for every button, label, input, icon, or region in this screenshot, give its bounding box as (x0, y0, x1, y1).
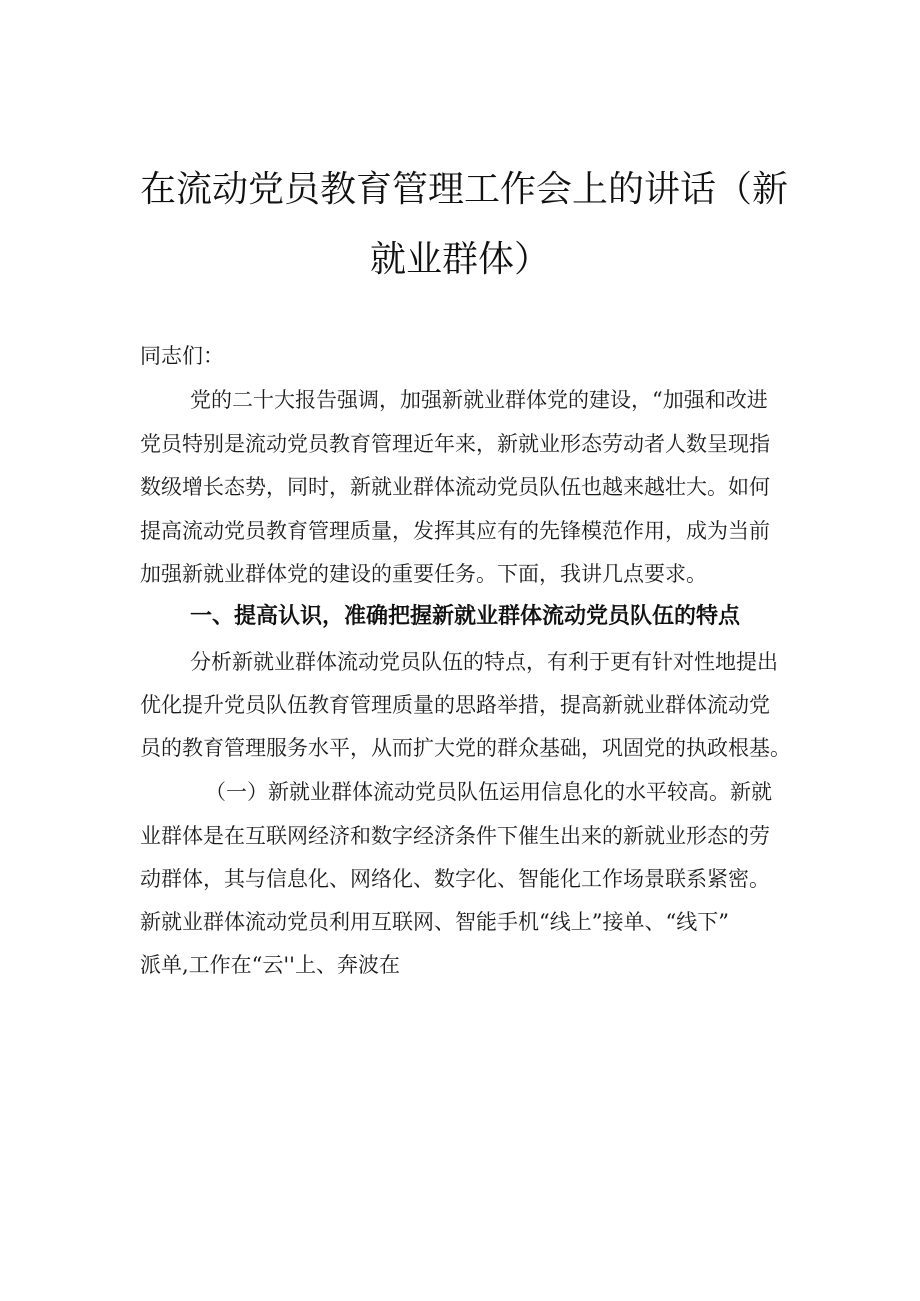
subsection-line: 派单,工作在“云''上、奔波在 (140, 953, 400, 977)
salutation: 同志们： (140, 344, 224, 368)
intro-line: 加强新就业群体党的建设的重要任务。下面，我讲几点要求。 (140, 562, 707, 586)
intro-line: 提高流动党员教育管理质量，发挥其应有的先锋模范作用，成为当前 (140, 519, 770, 543)
document-title-line-1: 在流动党员教育管理工作会上的讲话（新 (140, 169, 789, 210)
section-line: 员的教育管理服务水平，从而扩大党的群众基础，巩固党的执政根基。 (140, 736, 791, 760)
section-line: 分析新就业群体流动党员队伍的特点，有利于更有针对性地提出 (190, 650, 778, 674)
subsection-line: 业群体是在互联网经济和数字经济条件下催生出来的新就业形态的劳 (140, 824, 770, 848)
intro-line: 党的二十大报告强调，加强新就业群体党的建设，“加强和改进 (190, 388, 768, 412)
section-heading: 一、提高认识，准确把握新就业群体流动党员队伍的特点 (190, 604, 741, 629)
intro-line: 数级增长态势，同时，新就业群体流动党员队伍也越来越壮大。如何 (140, 475, 770, 499)
subsection-line: （一）新就业群体流动党员队伍运用信息化的水平较高。新就 (205, 780, 772, 804)
subsection-line: 动群体，其与信息化、网络化、数字化、智能化工作场景联系紧密。 (140, 867, 770, 891)
document-title-line-2: 就业群体） (369, 239, 550, 280)
subsection-line: 新就业群体流动党员利用互联网、智能手机“线上”接单、“线下” (140, 910, 729, 934)
intro-line: 党员特别是流动党员教育管理近年来，新就业形态劳动者人数呈现指 (140, 432, 770, 456)
section-line: 优化提升党员队伍教育管理质量的思路举措，提高新就业群体流动党 (140, 693, 770, 717)
